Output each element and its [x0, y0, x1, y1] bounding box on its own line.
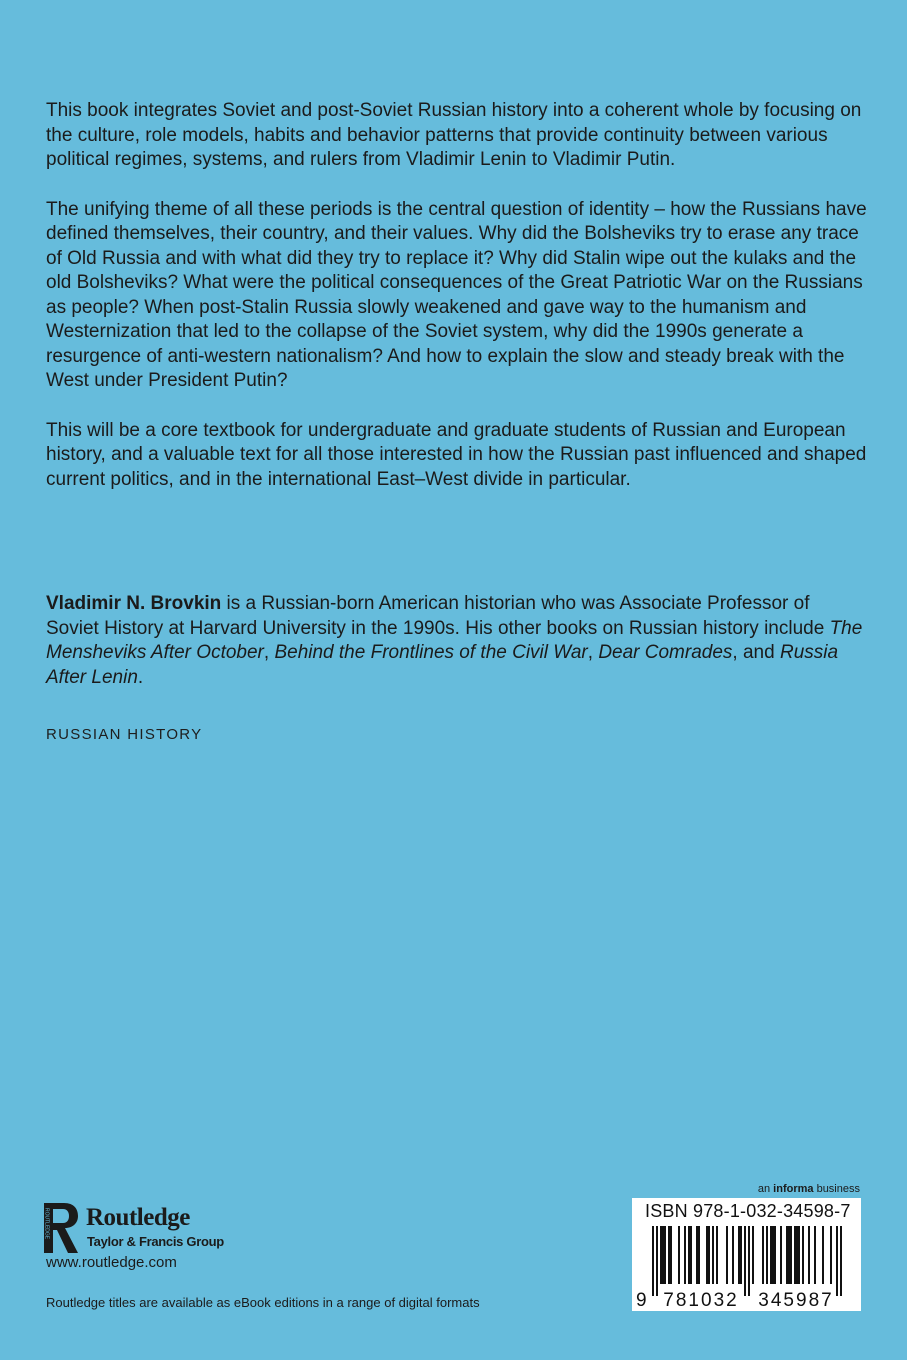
barcode-right-digits: 345987 [758, 1290, 834, 1311]
barcode-bar [774, 1226, 776, 1284]
barcode-bar [732, 1226, 734, 1284]
separator: , [263, 642, 275, 663]
svg-text:ROUTLEDGE: ROUTLEDGE [44, 1208, 50, 1240]
barcode-bar [662, 1226, 664, 1284]
book-title-4: Russia After Lenin [46, 642, 839, 688]
description-paragraph-2: The unifying theme of all these periods is the central question of identity – how the Russians have defined themselves, their country, and their values. Why did the Bolsheviks try to erase any trace of Old Russia and with what did they try to replace it? Why did Stalin wipe out the kulaks and the old Bolsheviks? What were the political consequences of the Great Patriotic War on the Russians as people? When post-Stalin Russia slowly weakened and gave way to the humanism and Westernization that led to the collapse of the Soviet system, why did the 1990s generate a resurgence of anti-western nationalism? And how to explain the slow and steady break with the West under President Putin? [46, 198, 867, 391]
informa-brand: informa [773, 1183, 814, 1195]
isbn-number: ISBN 978-1-032-34598-7 [645, 1201, 851, 1221]
informa-suffix: business [813, 1183, 860, 1195]
barcode-bar [668, 1226, 670, 1284]
barcode-bar [696, 1226, 698, 1284]
publisher-logo [44, 1203, 234, 1255]
barcode-bar [738, 1226, 740, 1284]
barcode-bar [688, 1226, 690, 1284]
author-bio [46, 592, 866, 690]
barcode-bar [808, 1226, 810, 1284]
description-paragraph-1: This book integrates Soviet and post-Soviet Russian history into a coherent whole by focusing on the culture, role models, habits and behavior patterns that provide continuity between various political regimes, systems, and rulers from Vladimir Lenin to Vladimir Putin. [46, 100, 862, 170]
barcode-bar [712, 1226, 714, 1284]
barcode-bar [716, 1226, 718, 1284]
barcode-bar [660, 1226, 662, 1284]
author-bio-text: is a Russian-born American historian who was Associate Professor of Soviet History at Harvard University in the 1990s. His other books on Russian history include [46, 593, 830, 639]
barcode-bar [762, 1226, 764, 1284]
barcode-graphic [632, 1198, 861, 1311]
book-title-2: Behind the Frontlines of the Civil War [274, 642, 588, 663]
separator: , [587, 642, 599, 663]
barcode-left-digits: 781032 [663, 1290, 739, 1311]
barcode-bar [744, 1226, 746, 1296]
barcode-bar [770, 1226, 772, 1284]
separator-and: , and [732, 642, 780, 663]
barcode-bar [836, 1226, 838, 1296]
publisher-name: Routledge [86, 1204, 190, 1231]
ebook-note: Routledge titles are available as eBook editions in a range of digital formats [46, 1295, 480, 1310]
barcode-bar [780, 1226, 782, 1284]
subject-category: RUSSIAN HISTORY [46, 726, 203, 743]
book-description [46, 99, 876, 517]
barcode-bar [840, 1226, 842, 1296]
publisher-group: Taylor & Francis Group [87, 1234, 224, 1249]
barcode-bar [798, 1226, 800, 1284]
barcode-bar [726, 1226, 728, 1284]
routledge-logo-icon [44, 1203, 80, 1253]
barcode-bar [656, 1226, 658, 1296]
barcode-bar [706, 1226, 708, 1284]
barcode-bar [772, 1226, 774, 1284]
barcode-bar [708, 1226, 710, 1284]
barcode-bar [740, 1226, 742, 1284]
informa-business-label [758, 1183, 860, 1195]
barcode-bar [698, 1226, 700, 1284]
barcode-bar [796, 1226, 798, 1284]
barcode-bar [786, 1226, 788, 1284]
barcode-bar [814, 1226, 816, 1284]
barcode-bar [802, 1226, 804, 1284]
barcode-bar [748, 1226, 750, 1296]
barcode-bars [652, 1226, 842, 1296]
barcode-bar [822, 1226, 824, 1284]
barcode-bar [766, 1226, 768, 1284]
barcode-bar [684, 1226, 686, 1284]
barcode-bar [678, 1226, 680, 1284]
sentence-end: . [137, 666, 144, 688]
barcode-bar [788, 1226, 790, 1284]
barcode-bar [690, 1226, 692, 1284]
barcode-bar [790, 1226, 792, 1284]
informa-prefix: an [757, 1183, 774, 1195]
barcode-bar [652, 1226, 654, 1296]
isbn-barcode [632, 1198, 861, 1311]
barcode-first-digit: 9 [636, 1290, 647, 1311]
publisher-website[interactable]: www.routledge.com [46, 1254, 177, 1271]
book-title-1: The Mensheviks After October [46, 617, 863, 663]
book-title-3: Dear Comrades [598, 642, 733, 663]
description-paragraph-3: This will be a core textbook for undergraduate and graduate students of Russian and European history, and a valuable text for all those interested in how the Russian past influenced and shaped current politics, and in the international East–West divide in particular. [46, 419, 867, 490]
barcode-bar [794, 1226, 796, 1284]
barcode-bar [664, 1226, 666, 1284]
barcode-bar [830, 1226, 832, 1284]
barcode-bar [752, 1226, 754, 1284]
author-name: Vladimir N. Brovkin [46, 593, 222, 614]
barcode-bar [670, 1226, 672, 1284]
